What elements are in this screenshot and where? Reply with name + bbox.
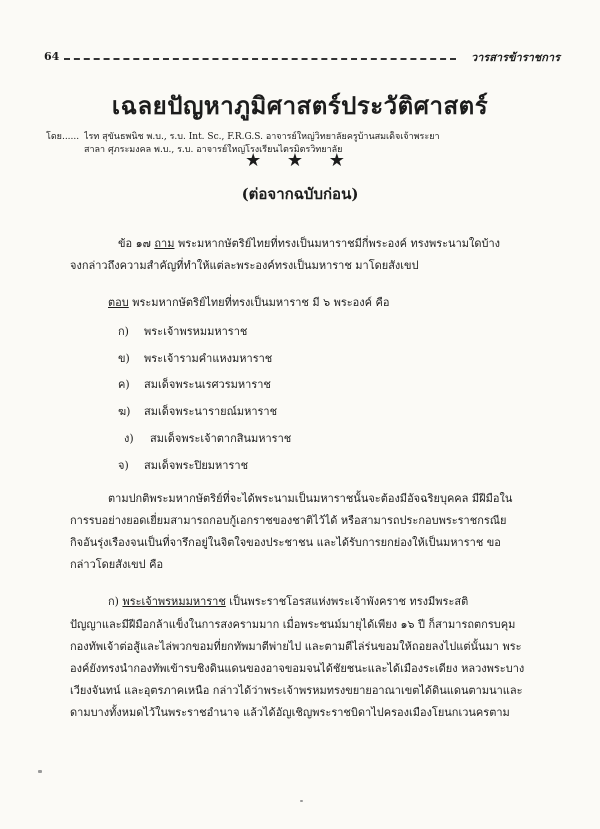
paragraph-line: กิจอันรุ่งเรืองจนเป็นที่จารึกอยู่ในจิตใจของประชาชน และได้รับการยกย่องให้เป็นมหาราช ขอ — [70, 536, 501, 549]
list-marker: ข) — [118, 352, 130, 365]
list-item-label: สมเด็จพระนารายณ์มหาราช — [144, 405, 278, 418]
list-item — [118, 324, 247, 340]
journal-name: วารสารข้าราชการ — [470, 51, 560, 64]
question-line-2: จงกล่าวถึงความสำคัญที่ทำให้แต่ละพระองค์ทรงเป็นมหาราช มาโดยสังเขป — [70, 259, 419, 272]
list-item — [118, 377, 271, 393]
list-item — [118, 458, 248, 474]
list-item — [118, 404, 277, 420]
paragraph-line: ตามปกติพระมหากษัตริย์ที่จะได้พระนามเป็นมหาราชนั้นจะต้องมีอัจฉริยบุคคล มีฝีมือใน — [108, 492, 513, 505]
list-marker: ฆ) — [118, 405, 131, 418]
king-name: พระเจ้าพรหมมหาราช — [122, 595, 226, 608]
header-rule — [64, 58, 456, 60]
paragraph-line: การรบอย่างยอดเยี่ยมสามารถกอบกู้เอกราชของชาติไว้ได้ หรือสามารถประกอบพระราชกรณีย — [70, 514, 507, 527]
list-marker: ง) — [124, 432, 134, 445]
list-item-label: สมเด็จพระเจ้าตากสินมหาราช — [150, 432, 292, 445]
list-item — [118, 351, 272, 367]
author-line-2: สาลา ศุภระมงคล พ.บ., ร.บ. อาจารย์ใหญ่โรงเรียนไตรมิตรวิทยาลัย — [84, 145, 343, 155]
list-item-label: พระเจ้าพรหมมหาราช — [144, 325, 248, 338]
answer-text: พระมหากษัตริย์ไทยที่ทรงเป็นมหาราช มี ๖ พระองค์ คือ — [132, 296, 390, 309]
question-line-1 — [118, 236, 500, 252]
question-number: ข้อ ๑๗ — [118, 237, 151, 250]
paragraph-line: กล่าวโดยสังเขป คือ — [70, 558, 164, 571]
continued-subtitle: (ต่อจากฉบับก่อน) — [241, 185, 359, 203]
page-number: 64 — [44, 50, 60, 63]
scan-speck — [38, 770, 42, 773]
list-marker: ค) — [118, 378, 130, 391]
author-line-1: ไรท สุขันธพนิช พ.บ., ร.บ. Int. Sc., F.R.G.S. อาจารย์ใหญ่วิทยาลัยครูบ้านสมเด็จเจ้าพระยา — [84, 132, 440, 142]
list-item-label: สมเด็จพระปิยมหาราช — [144, 459, 249, 472]
list-item-label: พระเจ้ารามคำแหงมหาราช — [144, 352, 273, 365]
paragraph-line — [108, 594, 468, 610]
byline-label: โดย...... — [46, 132, 80, 142]
list-marker: จ) — [118, 459, 129, 472]
article-title: เฉลยปัญหาภูมิศาสตร์ประวัติศาสตร์ — [111, 91, 489, 120]
star-divider: ★ ★ ★ — [245, 150, 355, 171]
answer-line — [108, 295, 389, 311]
scan-speck — [300, 800, 303, 802]
question-text: พระมหากษัตริย์ไทยที่ทรงเป็นมหาราชมีกี่พระองค์ ทรงพระนามใดบ้าง — [177, 237, 501, 250]
list-marker: ก) — [118, 325, 129, 338]
question-label: ถาม — [154, 237, 175, 250]
list-item-label: สมเด็จพระนเรศวรมหาราช — [144, 378, 271, 391]
paragraph-line: องค์ยังทรงนำกองทัพเข้ารบชิงดินแดนของอาจขอมจนได้ชัยชนะและได้เมืองระเดียง หลวงพระบาง — [70, 662, 525, 675]
running-header — [44, 48, 560, 70]
answer-label: ตอบ — [108, 296, 129, 309]
paragraph-line: ปัญญาและมีฝีมือกล้าแข็งในการสงครามมาก เมื่อพระชนม์มายุได้เพียง ๑๖ ปี ก็สามารถตกรบคุม — [70, 618, 516, 631]
paragraph-line: กองทัพเจ้าต่อสู้และไล่พวกขอมที่ยกทัพมาตีพ่ายไป และตามตีไล่ร่นขอมให้ถอยลงไปแต่นั้นมา พระ — [70, 640, 522, 653]
paragraph-text: เป็นพระราชโอรสแห่งพระเจ้าพังคราช ทรงมีพระสติ — [229, 595, 469, 608]
list-item — [124, 431, 291, 447]
paragraph-line: เวียงจันทน์ และอุตรภาคเหนือ กล่าวได้ว่าพระเจ้าพรหมทรงขยายอาณาเขตได้ดินแดนตามนาและ — [70, 684, 523, 697]
paragraph-marker: ก) — [108, 595, 119, 608]
paragraph-line: ดามบางทั้งหมดไว้ในพระราชอำนาจ แล้วได้อัญเชิญพระราชบิดาไปครองเมืองโยนกเวนครตาม — [70, 706, 510, 719]
